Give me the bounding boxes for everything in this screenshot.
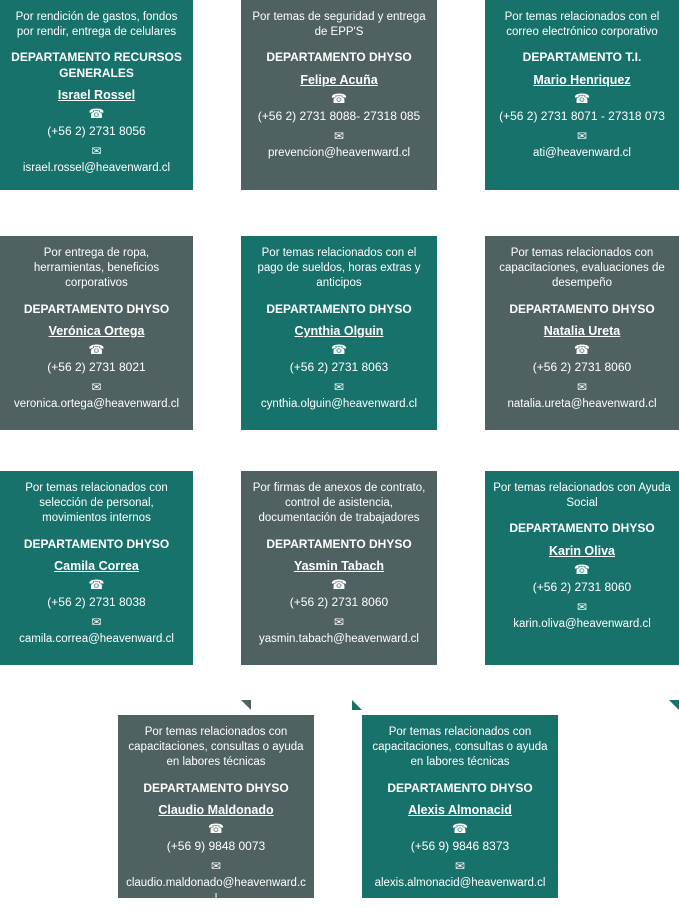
card-contact-name: Israel Rossel xyxy=(57,88,136,103)
mail-icon: ✉ xyxy=(333,129,345,144)
card-department: DEPARTAMENTO DHYSO xyxy=(143,780,289,795)
card-phone: (+56 2) 2731 8060 xyxy=(532,579,632,594)
phone-icon: ☎ xyxy=(330,90,348,106)
contact-card xyxy=(118,715,314,905)
corner-mark xyxy=(241,700,251,710)
card-contact-name: Felipe Acuña xyxy=(300,72,378,87)
card-phone: (+56 2) 2731 8060 xyxy=(532,360,632,375)
card-intro: Por entrega de ropa, herramientas, beneficios corporativos xyxy=(33,247,160,290)
card-department: DEPARTAMENTO DHYSO xyxy=(509,521,655,536)
card-phone: (+56 9) 9848 0073 xyxy=(166,839,266,854)
contact-card xyxy=(485,471,679,665)
card-phone: (+56 2) 2731 8038 xyxy=(47,595,146,610)
contact-card xyxy=(0,236,193,430)
contact-card xyxy=(485,236,679,430)
card-contact-name: Yasmin Tabach xyxy=(293,558,385,573)
contact-card xyxy=(0,0,193,190)
mail-icon: ✉ xyxy=(210,859,222,874)
card-email[interactable]: israel.rossel@heavenward.cl xyxy=(22,162,171,175)
card-contact-name: Camila Correa xyxy=(54,558,139,573)
contact-card xyxy=(241,471,437,665)
card-email[interactable]: alexis.almonacid@heavenward.cl xyxy=(374,877,546,890)
card-intro: Por temas relacionados con Ayuda Social xyxy=(493,482,671,510)
mail-icon: ✉ xyxy=(333,615,345,630)
mail-icon: ✉ xyxy=(454,859,466,874)
card-intro: Por temas relacionados con el correo electrónico corporativo xyxy=(504,11,660,39)
corner-mark xyxy=(352,700,362,710)
mail-icon: ✉ xyxy=(576,380,588,395)
card-intro: Por temas relacionados con el pago de sueldos, horas extras y anticipos xyxy=(257,247,421,290)
card-contact-name: Natalia Ureta xyxy=(543,323,621,338)
phone-icon: ☎ xyxy=(88,342,105,358)
phone-icon: ☎ xyxy=(573,342,591,358)
contact-card xyxy=(241,0,437,190)
card-contact-name: Claudio Maldonado xyxy=(158,802,274,817)
card-intro: Por temas relacionados con capacitaciones, evaluaciones de desempeño xyxy=(499,247,665,290)
card-contact-name: Karin Oliva xyxy=(549,543,615,558)
card-department: DEPARTAMENTO T.I. xyxy=(522,50,642,65)
phone-icon: ☎ xyxy=(88,577,105,593)
card-email[interactable]: karin.oliva@heavenward.cl xyxy=(513,617,651,630)
card-contact-name: Alexis Almonacid xyxy=(408,802,512,817)
contact-card xyxy=(485,0,679,190)
card-email[interactable]: veronica.ortega@heavenward.cl xyxy=(13,398,180,411)
phone-icon: ☎ xyxy=(573,90,591,106)
mail-icon: ✉ xyxy=(91,144,102,159)
mail-icon: ✉ xyxy=(576,129,588,144)
card-phone: (+56 9) 9846 8373 xyxy=(410,839,510,854)
card-email[interactable]: cynthia.olguin@heavenward.cl xyxy=(260,398,418,411)
card-department: DEPARTAMENTO DHYSO xyxy=(509,301,655,316)
contact-card xyxy=(241,236,437,430)
card-contact-name: Verónica Ortega xyxy=(48,323,145,338)
card-department: DEPARTAMENTO DHYSO xyxy=(266,50,412,65)
card-phone: (+56 2) 2731 8071 - 27318 073 xyxy=(499,108,665,123)
phone-icon: ☎ xyxy=(207,821,225,837)
card-phone: (+56 2) 2731 8088- 27318 085 xyxy=(257,108,421,123)
mail-icon: ✉ xyxy=(576,600,588,615)
card-email[interactable]: prevencion@heavenward.cl xyxy=(267,146,411,159)
mail-icon: ✉ xyxy=(91,615,102,630)
mail-icon: ✉ xyxy=(333,380,345,395)
phone-icon: ☎ xyxy=(88,106,105,122)
card-email[interactable]: camila.correa@heavenward.cl xyxy=(19,633,174,646)
card-contact-name: Mario Henriquez xyxy=(533,72,631,87)
card-email[interactable]: ati@heavenward.cl xyxy=(533,146,631,159)
card-intro: Por temas relacionados con capacitaciones, consultas o ayuda en labores técnicas xyxy=(372,726,548,769)
card-intro: Por temas de seguridad y entrega de EPP'S xyxy=(252,11,426,39)
card-department: DEPARTAMENTO DHYSO xyxy=(387,780,533,795)
card-phone: (+56 2) 2731 8021 xyxy=(47,360,146,375)
corner-mark xyxy=(669,700,679,710)
card-department: DEPARTAMENTO DHYSO xyxy=(23,301,170,316)
phone-icon: ☎ xyxy=(330,577,348,593)
card-email[interactable]: natalia.ureta@heavenward.cl xyxy=(507,398,657,411)
phone-icon: ☎ xyxy=(330,342,348,358)
card-intro: Por rendición de gastos, fondos por rendir, entrega de celulares xyxy=(15,11,178,39)
card-contact-name: Cynthia Olguin xyxy=(294,323,384,338)
card-department: DEPARTAMENTO DHYSO xyxy=(23,536,170,551)
card-email[interactable]: claudio.maldonado@heavenward.cl xyxy=(126,877,306,905)
card-phone: (+56 2) 2731 8060 xyxy=(289,595,389,610)
phone-icon: ☎ xyxy=(573,561,591,577)
card-department: DEPARTAMENTO RECURSOS GENERALES xyxy=(11,50,182,80)
card-department: DEPARTAMENTO DHYSO xyxy=(266,536,412,551)
card-department: DEPARTAMENTO DHYSO xyxy=(266,301,412,316)
contact-card xyxy=(0,471,193,665)
card-intro: Por temas relacionados con selección de personal, movimientos internos xyxy=(25,482,168,525)
mail-icon: ✉ xyxy=(91,380,102,395)
phone-icon: ☎ xyxy=(451,821,469,837)
card-email[interactable]: yasmin.tabach@heavenward.cl xyxy=(259,633,419,646)
card-phone: (+56 2) 2731 8056 xyxy=(47,124,146,139)
card-intro: Por firmas de anexos de contrato, control de asistencia, documentación de trabajadores xyxy=(252,482,426,525)
card-phone: (+56 2) 2731 8063 xyxy=(289,360,389,375)
contact-card xyxy=(362,715,558,898)
card-intro: Por temas relacionados con capacitaciones, consultas o ayuda en labores técnicas xyxy=(128,726,304,769)
